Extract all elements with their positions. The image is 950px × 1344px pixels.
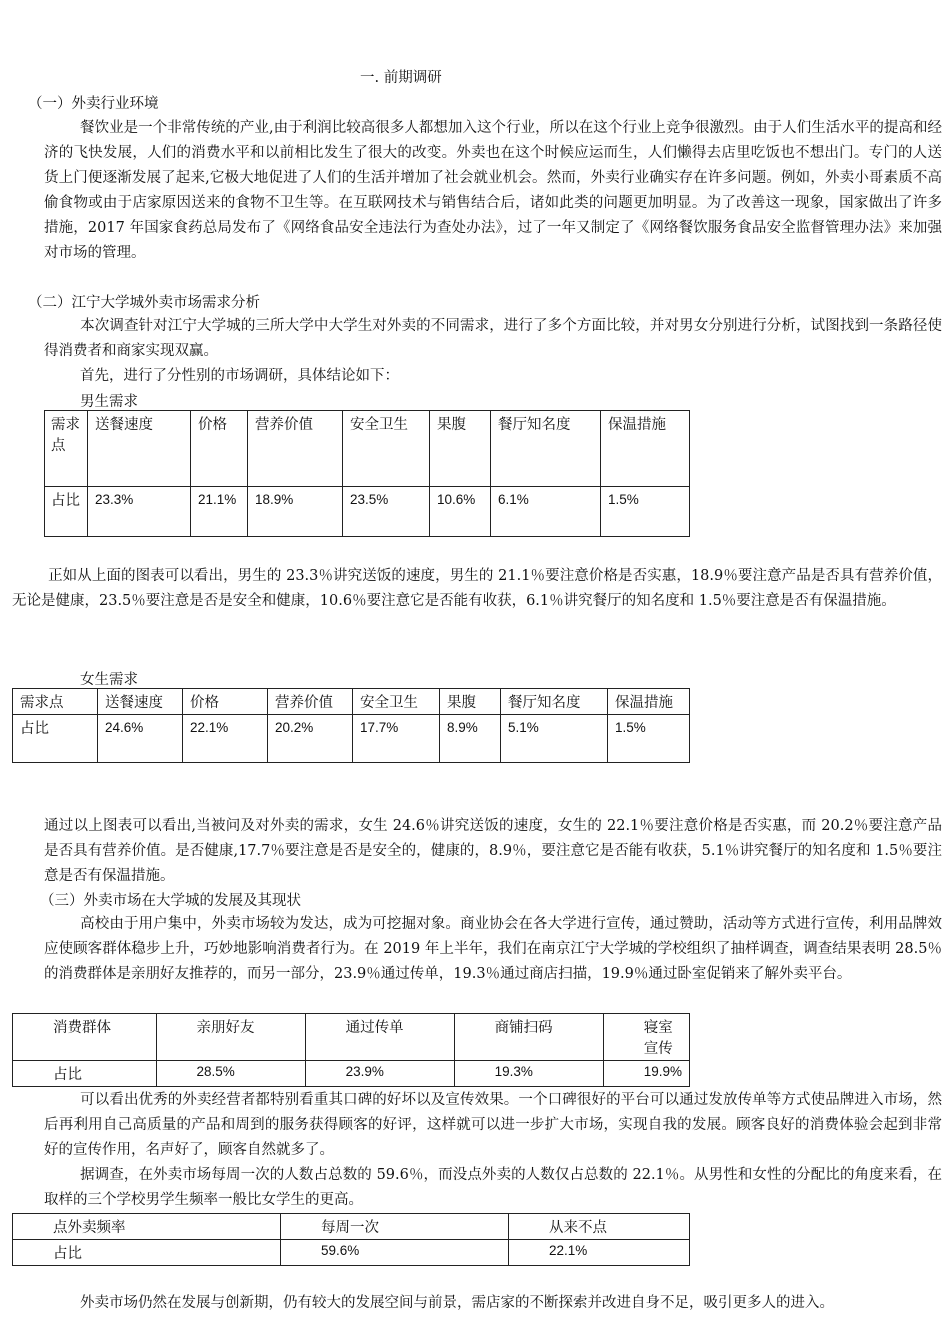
table-cell: 保温措施 [601, 411, 690, 487]
section-2-paragraph-2: 首先，进行了分性别的市场调研，具体结论如下： [80, 368, 399, 384]
table-header-row [13, 1214, 690, 1240]
table-cell: 保温措施 [608, 689, 690, 715]
table-cell: 6.1% [491, 487, 601, 537]
section-3-paragraph-1: 高校由于用户集中，外卖市场较为发达，成为可挖掘对象。商业协会在各大学进行宣传，通过赞助，活动等方式进行宣传，利用品牌效应使顾客群体稳步上升，巧妙地影响消费者行为。在 2019 年上半年，我们在南京江宁大学城的学校组织了抽样调查，调查结果表明 28.5％的消费群体是亲朋好友推荐的，而另一部分，23.9％通过传单，19.3％通过商店扫描，19.9％通过卧室促销来了解外卖平台。 [44, 916, 942, 982]
table-row [13, 715, 690, 763]
table-cell: 营养价值 [248, 411, 343, 487]
table-cell: 22.1% [183, 715, 268, 763]
table-header-row [45, 411, 690, 487]
table-cell: 每周一次 [281, 1214, 509, 1240]
table-cell: 占比 [13, 1240, 281, 1266]
table-cell: 23.5% [343, 487, 430, 537]
table-cell: 18.9% [248, 487, 343, 537]
table-cell: 送餐速度 [98, 689, 183, 715]
male-demand-label: 男生需求 [80, 394, 138, 410]
table-cell: 消费群体 [13, 1014, 157, 1061]
male-demand-table [44, 410, 690, 537]
table-cell: 占比 [13, 715, 98, 763]
section-1-heading: （一）外卖行业环境 [28, 96, 159, 112]
table-cell: 28.5% [156, 1061, 305, 1087]
table-cell: 5.1% [501, 715, 608, 763]
section-3-heading: （三）外卖市场在大学城的发展及其现状 [40, 893, 301, 909]
section-3-paragraph-3: 据调查，在外卖市场每周一次的人数占总数的 59.6％，而没点外卖的人数仅占总数的 22.1％。从男性和女性的分配比的角度来看，在取样的三个学校男学生频率一般比女学生的更高。 [44, 1167, 942, 1208]
table-cell: 安全卫生 [343, 411, 430, 487]
table-cell: 果腹 [440, 689, 501, 715]
table-header-row [13, 1014, 690, 1061]
female-demand-label: 女生需求 [80, 672, 138, 688]
section-2-paragraph-1: 本次调查针对江宁大学城的三所大学中大学生对外卖的不同需求，进行了多个方面比较，并对男女分别进行分析，试图找到一条路径使得消费者和商家实现双赢。 [44, 318, 942, 359]
frequency-table [12, 1213, 690, 1266]
section-3-paragraph-4: 外卖市场仍然在发展与创新期，仍有较大的发展空间与前景，需店家的不断探索并改进自身不足，吸引更多人的进入。 [80, 1295, 834, 1311]
table-cell: 8.9% [440, 715, 501, 763]
section-3-paragraph-2: 可以看出优秀的外卖经营者都特别看重其口碑的好坏以及宣传效果。一个口碑很好的平台可以通过发放传单等方式使品牌进入市场，然后再利用自己高质量的产品和周到的服务获得顾客的好评，这样就可以进一步扩大市场，实现自我的发展。顾客良好的消费体验会起到非常好的宣传作用，名声好了，顾客自然就多了。 [44, 1092, 942, 1158]
table-cell: 23.3% [88, 487, 191, 537]
table-cell: 19.9% [603, 1061, 689, 1087]
table-cell: 10.6% [430, 487, 491, 537]
page-title: 一. 前期调研 [360, 70, 442, 86]
table-cell: 价格 [191, 411, 248, 487]
table-cell: 送餐速度 [88, 411, 191, 487]
section-2-heading: （二）江宁大学城外卖市场需求分析 [28, 295, 260, 311]
table-row [13, 1061, 690, 1087]
table-cell: 20.2% [268, 715, 353, 763]
table-cell: 21.1% [191, 487, 248, 537]
table-cell: 17.7% [353, 715, 440, 763]
table-cell: 1.5% [601, 487, 690, 537]
table-cell: 占比 [13, 1061, 157, 1087]
table-cell: 商铺扫码 [454, 1014, 603, 1061]
table-cell: 安全卫生 [353, 689, 440, 715]
table-cell: 亲朋好友 [156, 1014, 305, 1061]
table-cell: 餐厅知名度 [501, 689, 608, 715]
section-1-paragraph: 餐饮业是一个非常传统的产业,由于利润比较高很多人都想加入这个行业，所以在这个行业上竞争很激烈。由于人们生活水平的提高和经济的飞快发展，人们的消费水平和以前相比发生了很大的改变。外卖也在这个时候应运而生，人们懒得去店里吃饭也不想出门。专门的人送货上门便逐渐发展了起来,它极大地促进了人们的生活并增加了社会就业机会。然而，外卖行业确实存在许多问题。例如，外卖小哥素质不高偷食物或由于店家原因送来的食物不卫生等。在互联网技术与销售结合后，诸如此类的问题更加明显。为了改善这一现象，国家做出了许多措施，2017 年国家食药总局发布了《网络食品安全违法行为查处办法》，过了一年又制定了《网络餐饮服务食品安全监督管理办法》来加强对市场的管理。 [44, 120, 942, 261]
table-cell: 59.6% [281, 1240, 509, 1266]
table-cell: 营养价值 [268, 689, 353, 715]
table-cell: 需求点 [45, 411, 88, 487]
female-analysis-paragraph: 通过以上图表可以看出,当被问及对外卖的需求，女生 24.6％讲究送饭的速度，女生的 22.1％要注意价格是否实惠，而 20.2％要注意产品是否具有营养价值。是否健康,17.7％要注意是否是安全的，健康的，8.9％，要注意它是否能有收获，5.1％讲究餐厅的知名度和 1.5％要注意是否有保温措施。 [44, 818, 942, 884]
table-cell: 果腹 [430, 411, 491, 487]
table-header-row [13, 689, 690, 715]
male-analysis-paragraph: 正如从上面的图表可以看出，男生的 23.3％讲究送饭的速度，男生的 21.1％要注意价格是否实惠，18.9％要注意产品是否具有营养价值，无论是健康，23.5％要注意是否是安全和健康，10.6％要注意它是否能有收获，6.1％讲究餐厅的知名度和 1.5％要注意是否有保温措施。 [12, 568, 942, 609]
table-cell: 寝室宣传 [603, 1014, 689, 1061]
table-cell: 价格 [183, 689, 268, 715]
table-cell: 餐厅知名度 [491, 411, 601, 487]
table-cell: 从来不点 [509, 1214, 690, 1240]
table-row [13, 1240, 690, 1266]
channel-table [12, 1013, 690, 1087]
table-cell: 点外卖频率 [13, 1214, 281, 1240]
table-cell: 19.3% [454, 1061, 603, 1087]
table-cell: 22.1% [509, 1240, 690, 1266]
table-cell: 需求点 [13, 689, 98, 715]
table-row [45, 487, 690, 537]
table-cell: 24.6% [98, 715, 183, 763]
table-cell: 23.9% [305, 1061, 454, 1087]
table-cell: 通过传单 [305, 1014, 454, 1061]
female-demand-table [12, 688, 690, 763]
table-cell: 1.5% [608, 715, 690, 763]
table-cell: 占比 [45, 487, 88, 537]
